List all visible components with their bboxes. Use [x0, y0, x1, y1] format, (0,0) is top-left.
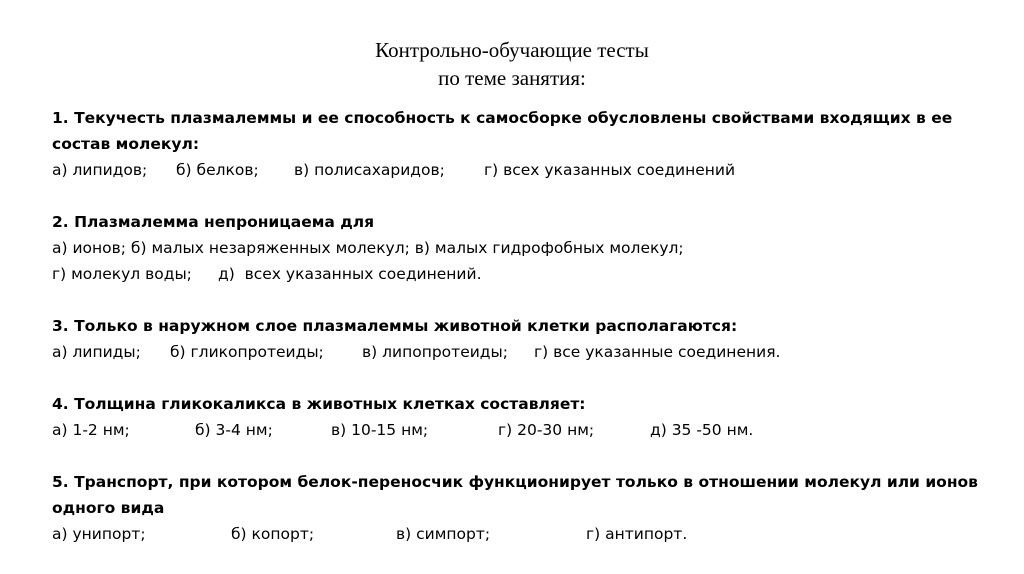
- answer-line: [52, 521, 1002, 547]
- answer-option: а) ионов; б) малых незаряженных молекул; в) малых гидрофобных молекул;: [52, 239, 684, 257]
- answer-option: г) всех указанных соединений: [484, 161, 736, 179]
- answer-option: в) 10-15 нм;: [331, 421, 429, 439]
- title-line-2: по теме занятия:: [438, 66, 586, 90]
- answer-line: [52, 235, 1002, 261]
- answer-option: б) гликопротеиды;: [170, 343, 324, 361]
- answer-option: б) белков;: [176, 161, 259, 179]
- question-text: 2. Плазмалемма непроницаема для: [52, 213, 375, 231]
- answer-line: [52, 157, 1002, 183]
- question-text: 1. Текучесть плазмалеммы и ее способность к самосборке обусловлены свойствами входящих в ее состав молекул:: [52, 109, 953, 153]
- question-text: 3. Только в наружном слое плазмалеммы животной клетки располагаются:: [52, 317, 738, 335]
- question-text: 5. Транспорт, при котором белок-переносчик функционирует только в отношении молекул или ионов одного вида: [52, 473, 978, 517]
- answer-option: а) унипорт;: [52, 525, 146, 543]
- question-5: [52, 469, 1002, 547]
- answer-option: д) 35 -50 нм.: [650, 421, 754, 439]
- question-2: [52, 209, 1002, 287]
- slide-title: [0, 36, 1024, 92]
- questions-list: [52, 105, 1002, 573]
- answer-option: а) 1-2 нм;: [52, 421, 130, 439]
- question-1: [52, 105, 1002, 183]
- answer-option: б) 3-4 нм;: [195, 421, 273, 439]
- answer-line: [52, 261, 1002, 287]
- answer-option: г) все указанные соединения.: [534, 343, 781, 361]
- answer-option: д) всех указанных соединений.: [218, 265, 482, 283]
- answer-line: [52, 339, 1002, 365]
- answer-option: б) копорт;: [231, 525, 315, 543]
- answer-option: в) полисахаридов;: [294, 161, 445, 179]
- question-text: 4. Толщина гликокаликса в животных клетках составляет:: [52, 395, 586, 413]
- answer-option: г) молекул воды;: [52, 265, 192, 283]
- question-4: [52, 391, 1002, 443]
- answer-option: г) антипорт.: [586, 525, 688, 543]
- question-3: [52, 313, 1002, 365]
- answer-line: [52, 417, 1002, 443]
- answer-option: а) липиды;: [52, 343, 141, 361]
- title-line-1: Контрольно-обучающие тесты: [375, 38, 649, 62]
- answer-option: в) липопротеиды;: [362, 343, 508, 361]
- answer-option: а) липидов;: [52, 161, 148, 179]
- answer-option: в) симпорт;: [396, 525, 491, 543]
- answer-option: г) 20-30 нм;: [498, 421, 595, 439]
